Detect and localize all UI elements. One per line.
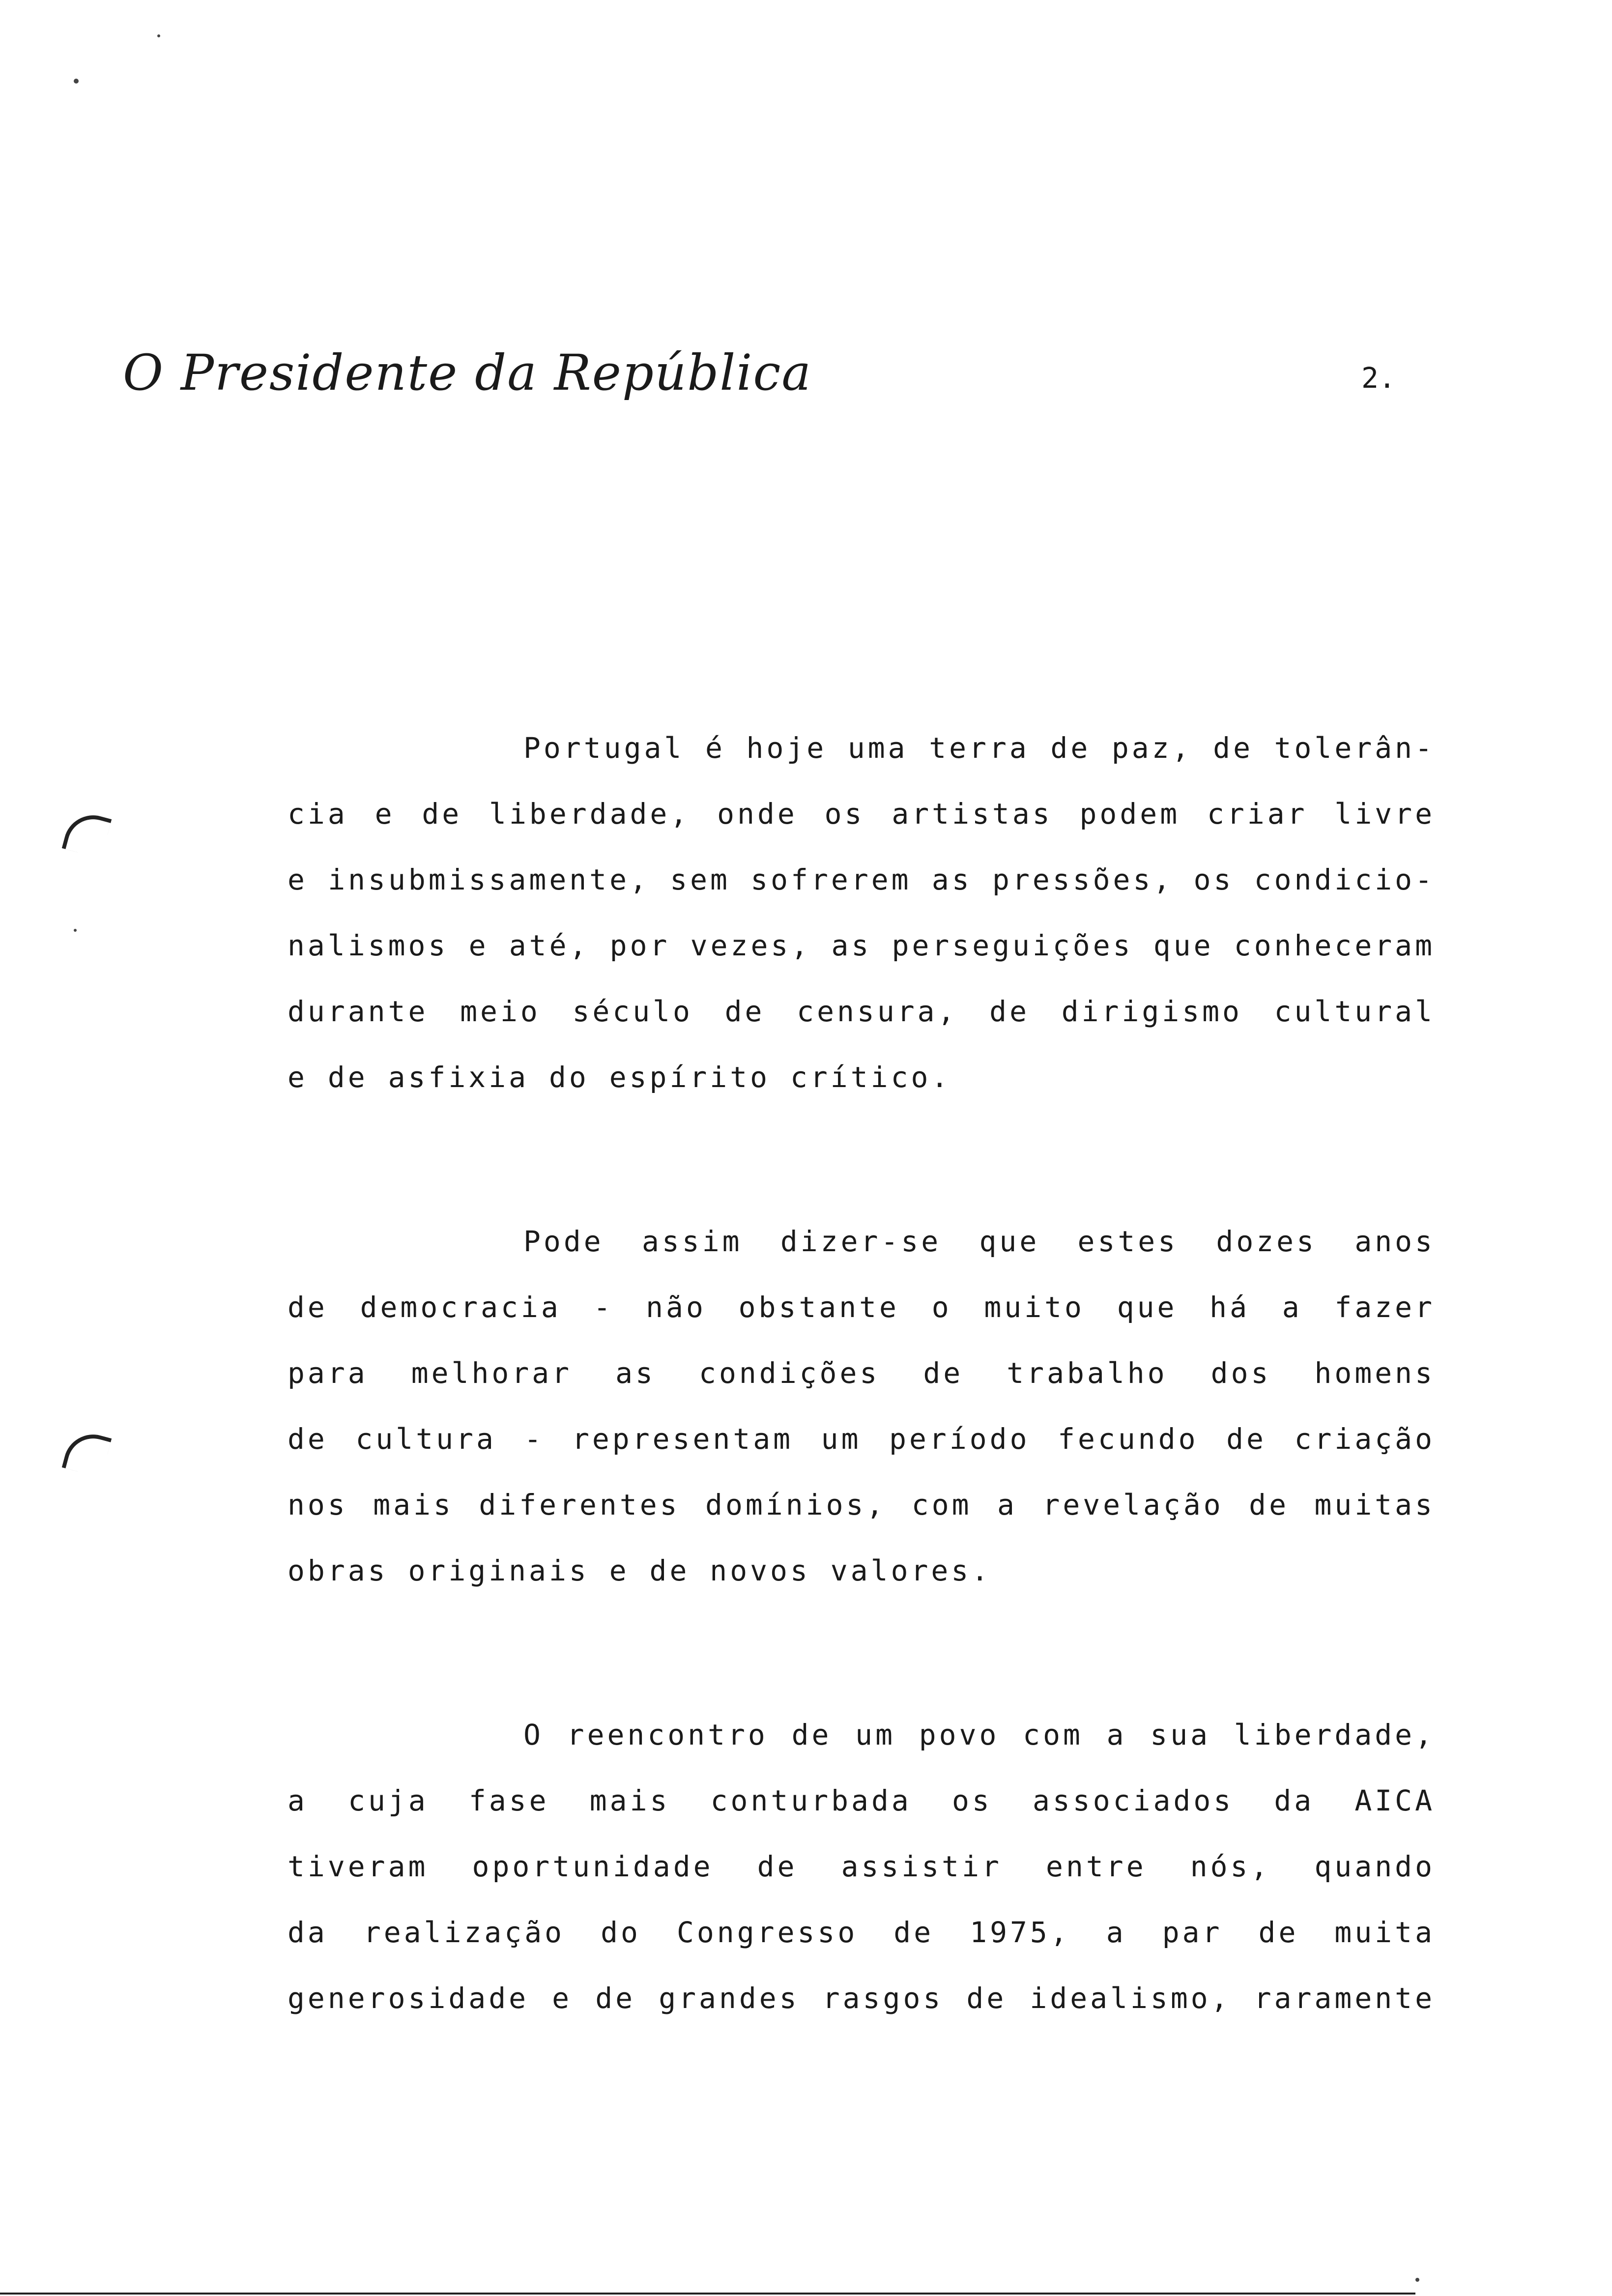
text-line: da realização do Congresso de 1975, a par de muita (288, 1916, 1435, 1949)
scan-speck (74, 929, 77, 932)
text-line: cia e de liberdade, onde os artistas podem criar livre (288, 797, 1435, 831)
text-line: de cultura - representam um período fecundo de criação (288, 1422, 1435, 1456)
text-line: O reencontro de um povo com a sua liberdade, (523, 1718, 1435, 1751)
text-line: Portugal é hoje uma terra de paz, de tolerân- (523, 731, 1435, 765)
text-line: e insubmissamente, sem sofrerem as pressões, os condicio- (288, 863, 1435, 896)
bottom-rule (0, 2293, 1415, 2295)
paragraph-2 (288, 1208, 1435, 1604)
text-line: nos mais diferentes domínios, com a revelação de muitas (288, 1488, 1435, 1521)
scan-speck (74, 79, 79, 84)
letterhead: O Presidente da República (123, 344, 812, 402)
hole-punch-mark-bottom (62, 1428, 112, 1478)
text-line: nalismos e até, por vezes, as perseguições que conheceram (288, 929, 1435, 962)
text-line: durante meio século de censura, de dirigismo cultural (288, 995, 1435, 1028)
text-line: e de asfixia do espírito crítico. (288, 1061, 951, 1094)
letter-body (288, 715, 1435, 2129)
scan-speck (1415, 2278, 1419, 2282)
text-line: a cuja fase mais conturbada os associados da AICA (288, 1784, 1435, 1817)
text-line: tiveram oportunidade de assistir entre nós, quando (288, 1850, 1435, 1883)
hole-punch-mark-top (62, 809, 112, 859)
paragraph-1 (288, 715, 1435, 1110)
paragraph-3 (288, 1702, 1435, 2031)
scan-speck (157, 34, 160, 37)
text-line: de democracia - não obstante o muito que há a fazer (288, 1291, 1435, 1324)
text-line: generosidade e de grandes rasgos de idealismo, raramente (288, 1981, 1435, 2015)
text-line: para melhorar as condições de trabalho dos homens (288, 1356, 1435, 1390)
page-number: 2. (1361, 361, 1396, 395)
text-line: obras originais e de novos valores. (288, 1554, 992, 1587)
text-line: Pode assim dizer-se que estes dozes anos (523, 1225, 1435, 1258)
